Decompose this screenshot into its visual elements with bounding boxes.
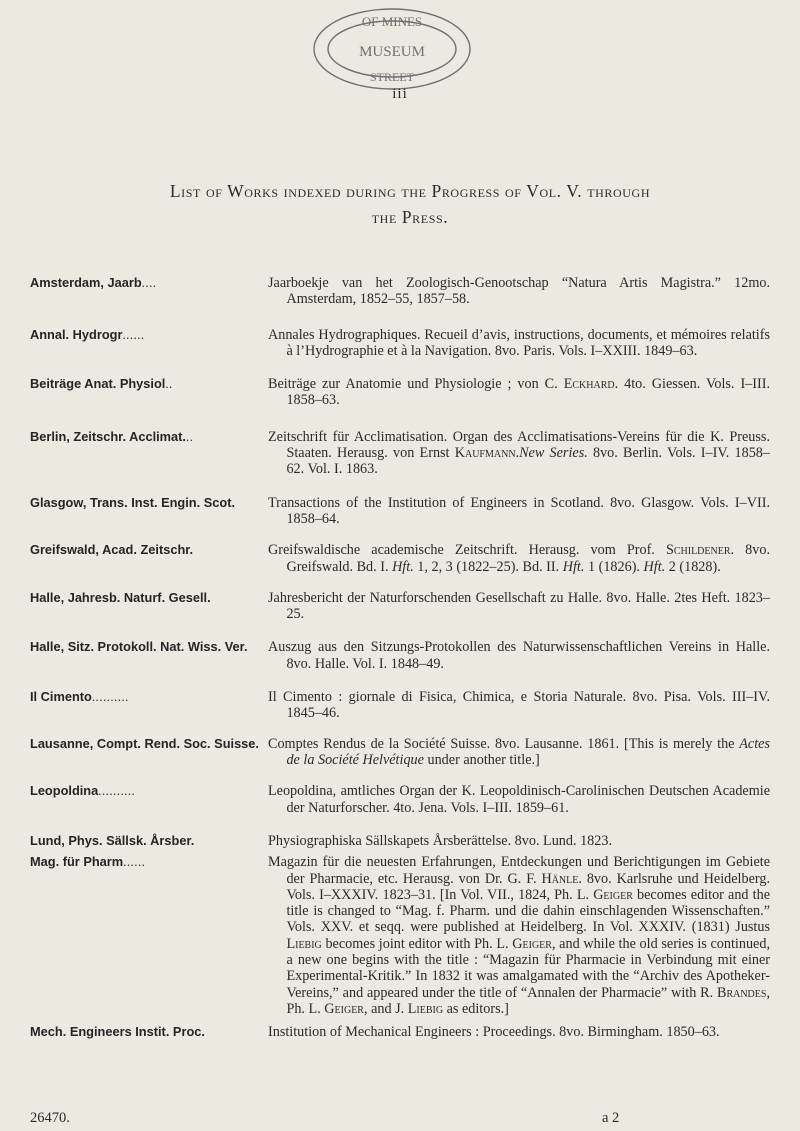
works-list [30, 275, 770, 1041]
page-heading [80, 178, 740, 230]
entry-description: Beiträge zur Anatomie und Physiologie ; von C. Eckhard. 4to. Giessen. Vols. I–III. 1858–63. [268, 376, 770, 409]
entry-description: Zeitschrift für Acclimatisation. Organ des Acclimatisations-Vereins für die K. Preuss. Staaten. Herausg. von Ernst Kaufmann.New Series. 8vo. Berlin. Vols. I–IV. 1858–62. Vol. I. 1863. [268, 428, 770, 478]
entry-description: Jaarboekje van het Zoologisch-Genootschap “Natura Artis Magistra.” 12mo. Amsterdam, 1852–55, 1857–58. [268, 275, 770, 308]
leader-dots: .. [186, 429, 194, 444]
leader-dots: ...... [122, 327, 145, 342]
signature-mark: 26470. [30, 1110, 70, 1126]
work-entry [30, 736, 770, 769]
entry-description: Institution of Mechanical Engineers : Proceedings. 8vo. Birmingham. 1850–63. [268, 1024, 720, 1041]
heading-line-1: List of Works indexed during the Progress of Vol. V. through [169, 181, 651, 201]
entry-abbreviation: Il Cimento.......... [30, 689, 129, 705]
entry-description: Jahresbericht der Naturforschenden Gesellschaft zu Halle. 8vo. Halle. 2tes Heft. 1823–25. [268, 589, 770, 623]
entry-description: Annales Hydrographiques. Recueil d’avis, instructions, documents, et mémoires relatifs à l’Hydrographie et à la Navigation. 8vo. Paris. Vols. I–XXIII. 1849–63. [268, 326, 770, 359]
work-entry [30, 275, 770, 308]
work-entry [30, 429, 770, 478]
stamp-top-text: OF MINES [361, 14, 423, 29]
work-entry [30, 327, 770, 360]
leader-dots: .......... [91, 690, 129, 705]
entry-description: Comptes Rendus de la Société Suisse. 8vo. Lausanne. 1861. [This is merely the Actes de la Société Helvétique under another title.] [268, 735, 770, 768]
entry-abbreviation: Annal. Hydrogr...... [30, 326, 145, 342]
entry-description: Physiographiska Sällskapets Årsberättelse. 8vo. Lund. 1823. [268, 832, 612, 849]
work-entry [30, 854, 770, 1017]
entry-abbreviation: Glasgow, Trans. Inst. Engin. Scot. [30, 494, 236, 510]
entry-abbreviation: Berlin, Zeitschr. Acclimat... [30, 428, 194, 444]
entry-abbreviation: Mag. für Pharm...... [30, 854, 146, 870]
work-entry [30, 495, 770, 528]
work-entry [30, 1024, 770, 1040]
entry-abbreviation: Lund, Phys. Sällsk. Årsber. [30, 832, 195, 848]
work-entry [30, 689, 770, 722]
library-stamp [305, 4, 480, 94]
work-entry [30, 376, 770, 409]
entry-abbreviation: Halle, Sitz. Protokoll. Nat. Wiss. Ver. [30, 639, 248, 655]
entry-abbreviation: Greifswald, Acad. Zeitschr. [30, 542, 194, 558]
entry-abbreviation: Mech. Engineers Instit. Proc. [30, 1024, 205, 1040]
entry-abbreviation: Beiträge Anat. Physiol.. [30, 376, 173, 392]
entry-description: Il Cimento : giornale di Fisica, Chimica, e Storia Naturale. 8vo. Pisa. Vols. III–IV. 1845–46. [268, 689, 770, 722]
work-entry [30, 590, 770, 623]
entry-description: Leopoldina, amtliches Organ der K. Leopoldinisch-Carolinischen Deutschen Academie der Naturforscher. 4to. Jena. Vols. I–III. 1859–61. [268, 783, 770, 816]
entry-abbreviation: Leopoldina.......... [30, 783, 136, 799]
stamp-middle-text: MUSEUM [359, 44, 425, 60]
entry-abbreviation: Amsterdam, Jaarb.... [30, 275, 157, 290]
entry-abbreviation: Lausanne, Compt. Rend. Soc. Suisse. [30, 735, 259, 751]
leader-dots: .......... [98, 784, 136, 799]
work-entry [30, 639, 770, 672]
leader-dots: ...... [123, 855, 146, 870]
entry-description: Transactions of the Institution of Engineers in Scotland. 8vo. Glasgow. Vols. I–VII. 1858–64. [268, 494, 770, 527]
work-entry [30, 783, 770, 816]
work-entry [30, 833, 770, 849]
entry-description: Greifswaldische academische Zeitschrift. Herausg. vom Prof. Schildener. 8vo. Greifswald. Bd. I. Hft. 1, 2, 3 (1822–25). Bd. II. Hft. 1 (1826). Hft. 2 (1828). [268, 542, 770, 575]
entry-description: Auszug aus den Sitzungs-Protokollen des Naturwissenschaftlichen Vereins in Halle. 8vo. Halle. Vol. I. 1848–49. [268, 639, 770, 672]
page-number: iii [392, 86, 408, 102]
heading-line-2: the Press. [371, 207, 449, 227]
work-entry [30, 542, 770, 575]
entry-description: Magazin für die neuesten Erfahrungen, Entdeckungen und Berichtigungen im Gebiete der Pharmacie, etc. Herausg. von Dr. G. F. Hänle. 8vo. Karlsruhe und Heidelberg. Vols. I–XXXIV. 1823–31. [In Vol. VII., 1824, Ph. L. Geiger becomes editor and the title is changed to “Mag. f. Pharm. und die dahin einschlagenden Wissenschaften.” Vols. XXV. et seqq. were published at Heidelberg. In Vol. XXXIV. (1831) Justus Liebig becomes joint editor with Ph. L. Geiger, and while the old series is continued, a new one begins with the title : “Magazin für Pharmacie in Verbindung mit einer Experimental-Kritik.” In 1832 it was amalgamated with the “Archiv des Apotheker-Vereins,” and appeared under the title of “Annalen der Pharmacie” with R. Brandes, Ph. L. Geiger, and J. Liebig as editors.] [268, 854, 770, 1017]
stamp-bottom-text: STREET [370, 70, 414, 84]
leader-dots: .. [165, 377, 173, 392]
entry-abbreviation: Halle, Jahresb. Naturf. Gesell. [30, 589, 211, 605]
gathering-mark: a 2 [602, 1110, 620, 1126]
leader-dots: .... [141, 276, 157, 290]
